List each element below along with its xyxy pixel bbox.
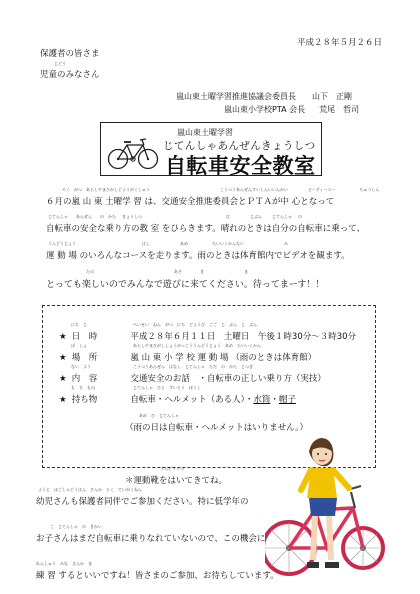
sender-1-org: 嵐山東土曜学習推進協議会委員長 [176, 92, 296, 101]
items-value-ruby: じてんしゃ ひと すいとう ぼうし [133, 385, 201, 390]
event-date-row [59, 330, 356, 342]
place-label-ruby: ば しょ [71, 343, 87, 348]
items-label-ruby: も ち もの [71, 385, 95, 390]
closing-line-1: 幼児さんも保護者同伴でご参加ください。特に低学年の [36, 497, 249, 507]
content-value: 交通安全のお話 ・自転車の正しい乗り方（実技） [130, 374, 326, 384]
closing-line-1-ruby: ようじ ほごしゃどうはん さんか とく ていがくねん [38, 487, 142, 492]
paragraph-4: とっても楽しいのでみんなで遊びに来てください。待ってまーす！！ [46, 280, 325, 290]
addressee-children-ruby: じどう [54, 61, 66, 66]
content-value-ruby: こうつうあんぜん はなし じてんしゃ ただ の かた じつぎ [133, 364, 253, 369]
paragraph-2: 自転車の安全な乗り方の教 室 をひらきます。晴れのときは自分の自転車に乗って、 [46, 224, 366, 234]
rain-note-ruby: あめ ひ じてんしゃ [139, 413, 179, 418]
place-value: 嵐 山 東 小 学 校 運 動 場 （雨のときは体育館） [130, 353, 317, 363]
sender-2-name: 荒尾 哲司 [319, 105, 360, 114]
shoes-note-ruby: うんどうぐつ [160, 466, 184, 471]
date-value: 平成２８年６月１１日 土曜日 午後１時30分〜３時30分 [130, 332, 357, 342]
closing-line-3-ruby: れんしゅう みな さんか ま [36, 561, 92, 566]
paragraph-3-ruby: うんどうじょう はし あめ たいいくかんない み [48, 241, 288, 246]
date-value-ruby: へいせい ねん がつ にち どようび ごご じ ぷん じ ぷん [133, 322, 257, 327]
rain-note: （雨の日は自転車・ヘルメットはいりません。） [125, 423, 309, 433]
closing-line-2: お子さんはまだ自転車に乗りなれていないので、この機会に [36, 534, 266, 544]
star-icon: ★ [59, 395, 67, 405]
paragraph-1: ６月の嵐 山 東 土曜学 習 は、交通安全推進委員会とＰＴＡが中 心となって [46, 197, 335, 207]
star-icon: ★ [59, 374, 67, 384]
paragraph-3: 運 動 場 のいろんなコースを走ります。雨のときは体育館内でビデオを観ます。 [46, 251, 350, 261]
closing-line-3: 練 習 するといいですね！皆さまのご参加、お待ちしています。 [36, 571, 279, 581]
items-value: 自転車・ヘルメット（ある人）・水筒・帽子 [130, 395, 296, 405]
items-label: 持ち物 [71, 395, 98, 405]
document-date: 平成２８年５月２６日 [296, 38, 382, 48]
event-place-row [59, 351, 316, 363]
page-title: 自転車安全教室 [165, 154, 316, 178]
girl-with-bicycle-illustration [265, 380, 385, 585]
event-items-row [59, 393, 296, 405]
sender-1 [176, 91, 352, 102]
date-label-ruby: にち じ [71, 322, 87, 327]
paragraph-2-ruby: じてんしゃ あんぜん の かた きょうしつ は じぶん じてんしゃ の [48, 214, 302, 219]
date-label: 日 時 [71, 332, 98, 342]
sender-1-name: 山下 正剛 [312, 92, 352, 101]
place-label: 場 所 [71, 353, 98, 363]
sender-2 [224, 104, 359, 115]
title-box [100, 122, 322, 176]
star-icon: ★ [59, 332, 67, 342]
water-bottle-item: 水筒 [253, 395, 271, 405]
title-org: 嵐山東土曜学習 [177, 128, 233, 137]
paragraph-4-ruby: たの あそ き ま [86, 269, 248, 274]
shoes-note: ＊運動靴をはいてきてね。 [125, 476, 228, 486]
paragraph-1-ruby: ろく がつ あらしやまひがしどようがくしゅう こうつうあんぜんすいしんいいんかい ピーティーエー ちゅうしん [62, 187, 380, 192]
place-value-ruby: あらしやまひがししょうがっこううんどうじょう あめ たいいくかん [133, 343, 261, 348]
closing-line-2-ruby: こ じてんしゃ の きかい [50, 524, 102, 529]
bicycle-icon [107, 131, 159, 171]
content-label-ruby: ない よう [71, 364, 91, 369]
title-kana: じてんしゃあんぜんきょうしつ [163, 140, 316, 152]
hat-item: 帽子 [278, 395, 296, 405]
addressee-children: 児童のみなさん [40, 70, 100, 80]
star-icon: ★ [59, 353, 67, 363]
content-label: 内 容 [71, 374, 98, 384]
addressee-parents: 保護者の皆さま [40, 49, 100, 59]
sender-2-org: 嵐山東小学校PTA 会長 [224, 105, 306, 114]
